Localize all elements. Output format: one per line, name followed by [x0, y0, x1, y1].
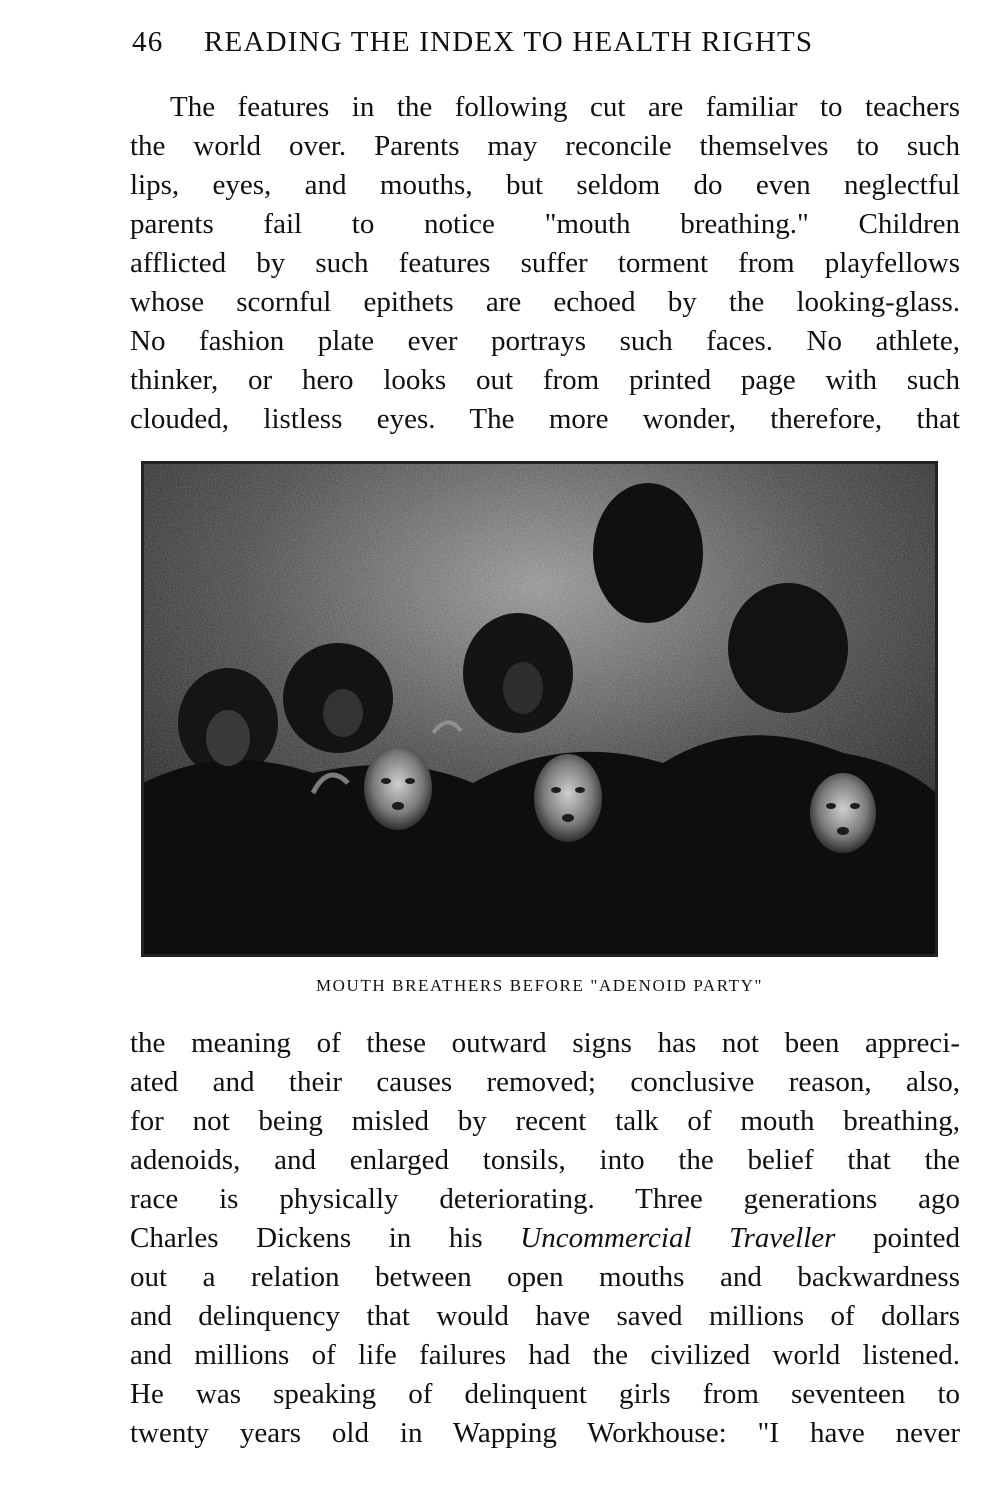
text-fragment: Charles Dickens in his [130, 1222, 521, 1254]
text-line: the world over. Parents may reconcile themselves to such [130, 130, 960, 162]
text-line: No fashion plate ever portrays such faces. No athlete, [130, 325, 960, 357]
text-line: the meaning of these outward signs has not been appreci- [130, 1027, 960, 1059]
text-line: for not being misled by recent talk of mouth breathing, [130, 1105, 960, 1137]
text-line: parents fail to notice "mouth breathing." Children [130, 208, 960, 240]
group-photograph [141, 461, 938, 957]
text-line: He was speaking of delinquent girls from seventeen to [130, 1378, 960, 1410]
text-line: race is physically deteriorating. Three generations ago [130, 1183, 960, 1215]
text-line: ated and their causes removed; conclusive reason, also, [130, 1066, 960, 1098]
text-line: out a relation between open mouths and backwardness [130, 1261, 960, 1293]
text-line: afflicted by such features suffer torment from playfellows [130, 247, 960, 279]
book-title-italic: Uncommercial Traveller [520, 1222, 836, 1254]
running-header [132, 26, 962, 66]
text-line: whose scornful epithets are echoed by the looking-glass. [130, 286, 960, 318]
text-line: and millions of life failures had the civilized world listened. [130, 1339, 960, 1371]
text-line: The features in the following cut are familiar to teachers [170, 91, 960, 123]
text-line: twenty years old in Wapping Workhouse: "I have never [130, 1417, 960, 1449]
text-line: clouded, listless eyes. The more wonder, therefore, that [130, 403, 960, 435]
page-number: 46 [132, 26, 164, 58]
text-line: thinker, or hero looks out from printed page with such [130, 364, 960, 396]
text-fragment: pointed [835, 1222, 960, 1254]
text-line-with-italic [130, 1219, 960, 1258]
top-paragraph [130, 88, 960, 439]
text-line: adenoids, and enlarged tonsils, into the belief that the [130, 1144, 960, 1176]
text-line: and delinquency that would have saved millions of dollars [130, 1300, 960, 1332]
text-line: lips, eyes, and mouths, but seldom do even neglectful [130, 169, 960, 201]
bottom-paragraph [130, 1024, 960, 1453]
running-title: READING THE INDEX TO HEALTH RIGHTS [204, 26, 814, 58]
figure-caption: MOUTH BREATHERS BEFORE "ADENOID PARTY" [315, 976, 764, 995]
